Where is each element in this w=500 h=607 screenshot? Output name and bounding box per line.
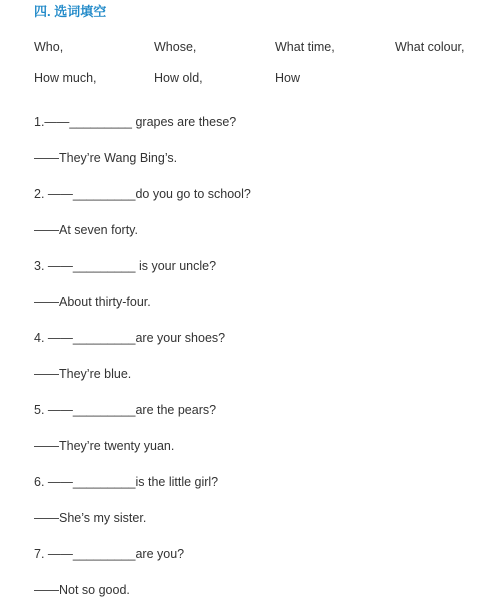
answer-1: ——They’re Wang Bing’s. bbox=[34, 151, 178, 165]
option-how-old: How old, bbox=[154, 71, 203, 85]
option-what-time: What time, bbox=[275, 40, 335, 54]
option-how: How bbox=[275, 71, 301, 85]
question-1: 1.——_________ grapes are these? bbox=[34, 115, 237, 129]
answer-2: ——At seven forty. bbox=[34, 223, 138, 237]
answer-5: ——They’re twenty yuan. bbox=[34, 439, 175, 453]
answer-6: ——She’s my sister. bbox=[34, 511, 147, 525]
section-title: 四. 选词填空 bbox=[34, 4, 107, 19]
question-5: 5. ——_________are the pears? bbox=[34, 403, 217, 417]
option-what-colour: What colour, bbox=[395, 40, 465, 54]
question-7: 7. ——_________are you? bbox=[34, 547, 185, 561]
question-4: 4. ——_________are your shoes? bbox=[34, 331, 226, 345]
answer-3: ——About thirty-four. bbox=[34, 295, 151, 309]
option-who: Who, bbox=[34, 40, 64, 54]
answer-7: ——Not so good. bbox=[34, 583, 130, 597]
answer-4: ——They’re blue. bbox=[34, 367, 132, 381]
question-2: 2. ——_________do you go to school? bbox=[34, 187, 251, 201]
question-6: 6. ——_________is the little girl? bbox=[34, 475, 219, 489]
option-whose: Whose, bbox=[154, 40, 197, 54]
question-3: 3. ——_________ is your uncle? bbox=[34, 259, 217, 273]
option-how-much: How much, bbox=[34, 71, 97, 85]
